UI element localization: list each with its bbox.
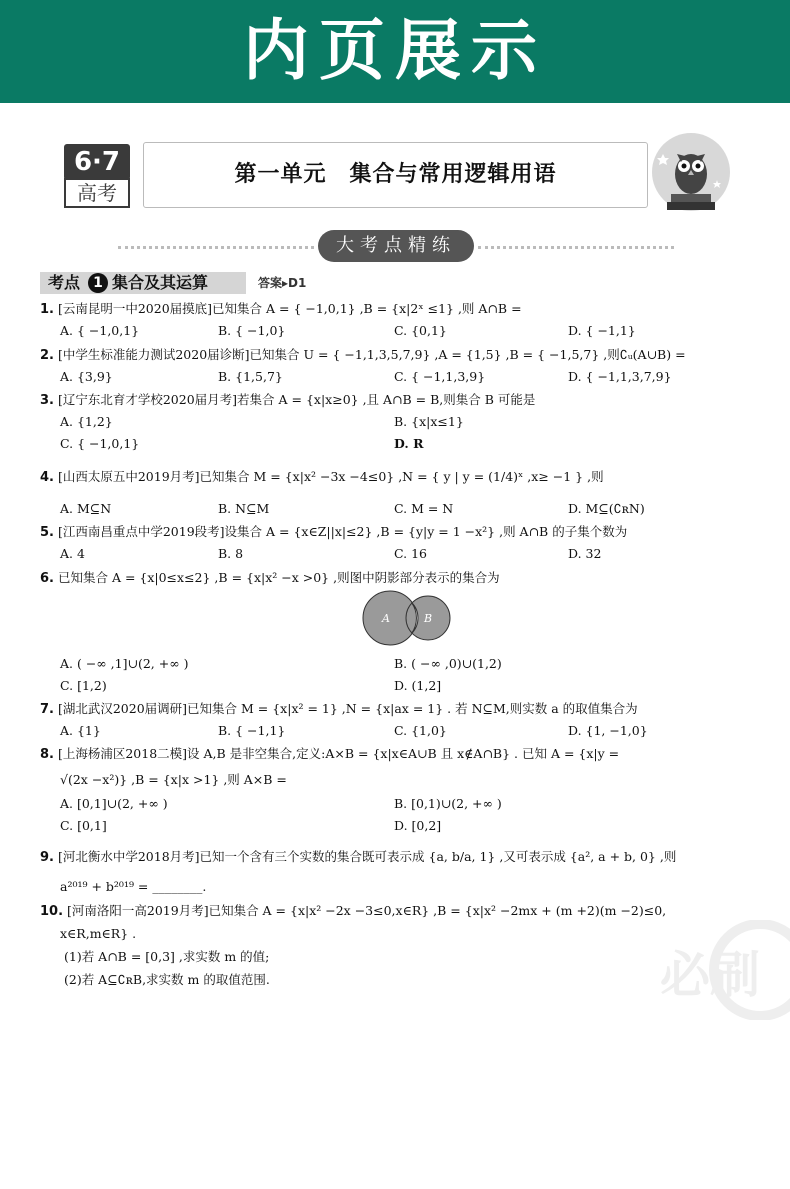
question-number: 1. — [40, 302, 54, 317]
question-text: [云南昆明一中2020届摸底]已知集合 A = { −1,0,1} ,B = {x|2ˣ ≤1} ,则 A∩B = — [57, 301, 522, 316]
question-9 — [40, 848, 676, 867]
option-a: A. {1} — [60, 723, 101, 738]
option-c: C. [1,2) — [60, 678, 107, 693]
option-d: D. (1,2] — [394, 678, 442, 693]
option-b: B. { −1,1} — [218, 723, 286, 738]
venn-label-b: B — [424, 612, 433, 625]
option-c: C. {1,0} — [394, 723, 447, 738]
option-d: D. { −1,1} — [568, 323, 636, 338]
question-text: [河南洛阳一高2019月考]已知集合 A = {x|x² −2x −3≤0,x∈R} ,B = {x|x² −2mx + (m +2)(m −2)≤0, — [67, 903, 667, 918]
question-number: 10. — [40, 904, 64, 919]
option-a: A. {3,9} — [60, 369, 113, 384]
question-text: 已知集合 A = {x|0≤x≤2} ,B = {x|x² −x >0} ,则图中阴影部分表示的集合为 — [57, 570, 500, 585]
question-text: [辽宁东北育才学校2020届月考]若集合 A = {x|x≥0} ,且 A∩B = B,则集合 B 可能是 — [57, 392, 536, 407]
question-number: 6. — [40, 571, 54, 586]
question-text: [中学生标准能力测试2020届诊断]已知集合 U = { −1,1,3,5,7,9} ,A = {1,5} ,B = { −1,5,7} ,则∁ᵤ(A∪B) = — [57, 347, 686, 362]
dotted-divider-right — [478, 246, 674, 249]
question-10-part-1: (1)若 A∩B = [0,3] ,求实数 m 的值; — [64, 949, 270, 964]
question-8-continued: √(2x −x²)} ,B = {x|x >1} ,则 A×B = — [60, 772, 287, 787]
option-b: B. { −1,0} — [218, 323, 286, 338]
topic-header — [40, 272, 246, 294]
option-b: B. {x|x≤1} — [394, 414, 464, 429]
question-8 — [40, 745, 619, 764]
topic-prefix: 考点 — [48, 273, 81, 292]
question-10-continued: x∈R,m∈R} . — [60, 926, 137, 941]
question-text: [河北衡水中学2018月考]已知一个含有三个实数的集合既可表示成 {a, b/a, 1} ,又可表示成 {a², a + b, 0} ,则 — [57, 849, 677, 864]
unit-title: 第一单元 集合与常用逻辑用语 — [234, 162, 557, 187]
option-d: D. [0,2] — [394, 818, 442, 833]
question-text: [山西太原五中2019月考]已知集合 M = {x|x² −3x −4≤0} ,N = { y | y = (1/4)ˣ ,x≥ −1 } ,则 — [57, 469, 604, 484]
question-number: 2. — [40, 348, 54, 363]
section-tag — [318, 230, 474, 262]
topic-number: 1 — [88, 273, 108, 293]
question-text: [湖北武汉2020届调研]已知集合 M = {x|x² = 1} ,N = {x|ax = 1} . 若 N⊆M,则实数 a 的取值集合为 — [57, 701, 638, 716]
question-7 — [40, 700, 638, 719]
question-number: 4. — [40, 470, 54, 485]
topic-title: 集合及其运算 — [112, 273, 209, 292]
option-a: A. { −1,0,1} — [60, 323, 140, 338]
option-b: B. 8 — [218, 546, 244, 561]
question-6 — [40, 569, 500, 588]
option-d: D. {1, −1,0} — [568, 723, 648, 738]
option-b: B. N⊆M — [218, 501, 270, 516]
option-d: D. { −1,1,3,7,9} — [568, 369, 672, 384]
answer-reference: 答案▸D1 — [258, 276, 307, 290]
option-c: C. 16 — [394, 546, 427, 561]
option-d: D. 32 — [568, 546, 602, 561]
option-b: B. ( −∞ ,0)∪(1,2) — [394, 656, 502, 671]
option-c: C. [0,1] — [60, 818, 107, 833]
venn-label-a: A — [382, 612, 390, 625]
option-d: D. R — [394, 436, 424, 451]
option-c: C. {0,1} — [394, 323, 447, 338]
logo-word: 高考 — [64, 178, 130, 208]
question-number: 3. — [40, 393, 54, 408]
question-number: 5. — [40, 525, 54, 540]
brand-logo — [64, 144, 130, 210]
option-c: C. { −1,0,1} — [60, 436, 140, 451]
option-a: A. {1,2} — [60, 414, 113, 429]
question-number: 8. — [40, 747, 54, 762]
banner-title: 内页展示 — [243, 12, 547, 89]
option-a: A. M⊆N — [60, 501, 112, 516]
watermark-text: 必刷 — [660, 946, 760, 1004]
question-5 — [40, 523, 627, 542]
watermark-seal-icon — [650, 920, 790, 1020]
option-a: A. [0,1]∪(2, +∞ ) — [60, 796, 168, 811]
question-9-continued: a²⁰¹⁹ + b²⁰¹⁹ = ________. — [60, 879, 207, 894]
header-banner — [0, 0, 790, 103]
section-tag-text: 大考点精练 — [336, 235, 456, 256]
question-4 — [40, 468, 604, 487]
option-c: C. M = N — [394, 501, 454, 516]
option-b: B. {1,5,7} — [218, 369, 283, 384]
option-a: A. ( −∞ ,1]∪(2, +∞ ) — [60, 656, 189, 671]
option-c: C. { −1,1,3,9} — [394, 369, 486, 384]
question-number: 7. — [40, 702, 54, 717]
dotted-divider-left — [118, 246, 314, 249]
question-10 — [40, 902, 666, 921]
option-a: A. 4 — [60, 546, 85, 561]
question-2 — [40, 346, 686, 365]
venn-diagram — [356, 589, 468, 647]
unit-title-box — [143, 142, 648, 208]
question-number: 9. — [40, 850, 54, 865]
owl-icon — [651, 132, 731, 214]
question-3 — [40, 391, 535, 410]
logo-number: 6·7 — [64, 144, 130, 180]
option-b: B. [0,1)∪(2, +∞ ) — [394, 796, 502, 811]
question-10-part-2: (2)若 A⊆∁ʀB,求实数 m 的取值范围. — [64, 972, 270, 987]
question-text: [上海杨浦区2018二模]设 A,B 是非空集合,定义:A×B = {x|x∈A∪B 且 x∉A∩B} . 已知 A = {x|y = — [57, 746, 620, 761]
question-1 — [40, 300, 522, 319]
question-text: [江西南昌重点中学2019段考]设集合 A = {x∈Z||x|≤2} ,B = {y|y = 1 −x²} ,则 A∩B 的子集个数为 — [57, 524, 628, 539]
option-d: D. M⊆(∁ʀN) — [568, 501, 645, 516]
